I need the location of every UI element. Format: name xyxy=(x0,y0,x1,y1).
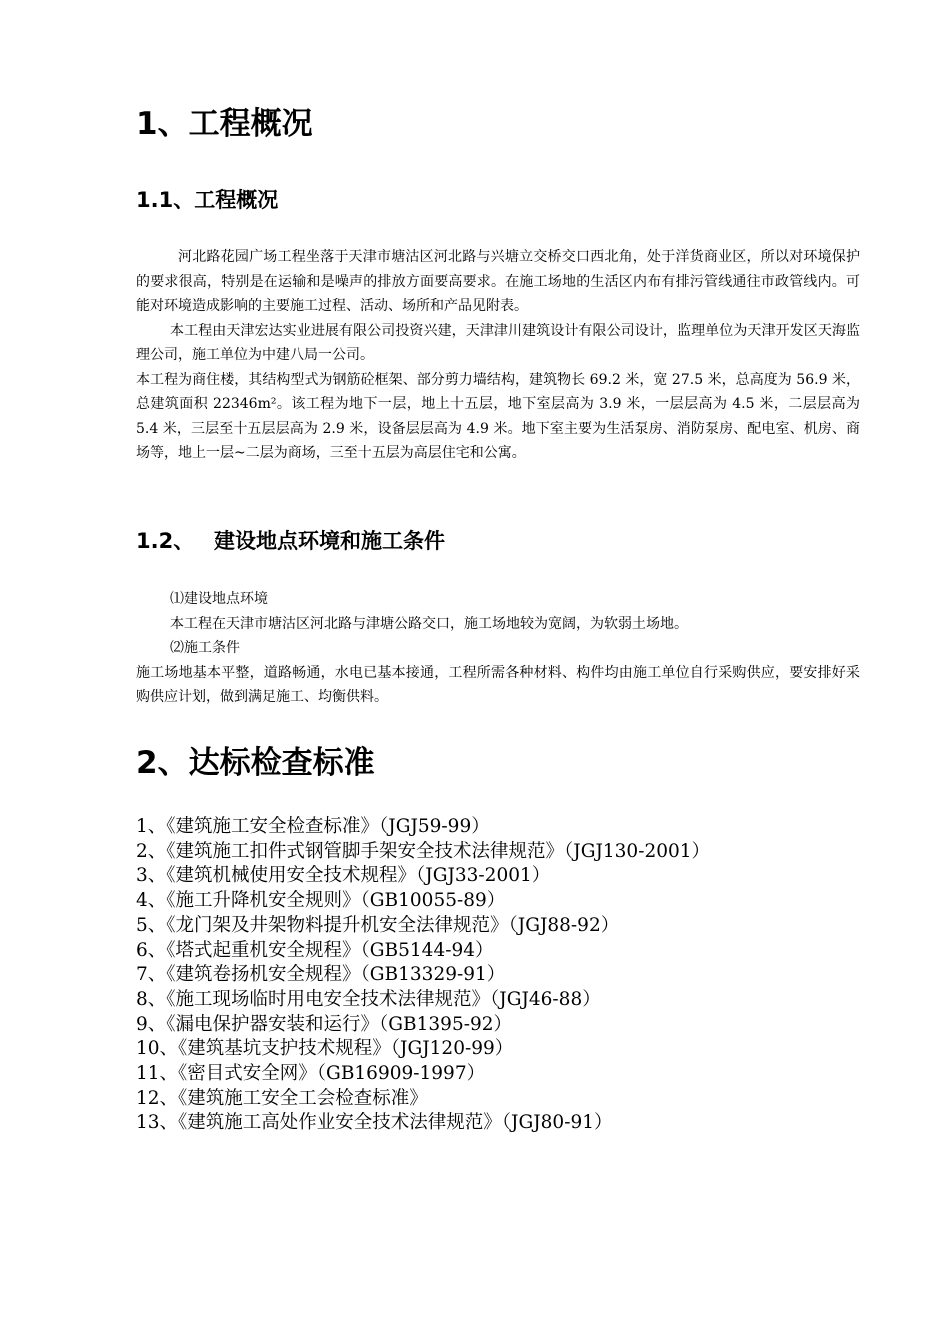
standard-item: 11、《密目式安全网》（GB16909-1997） xyxy=(136,1063,486,1085)
conditions-text: 施工场地基本平整，道路畅通，水电已基本接通，工程所需各种材料、构件均由施工单位自行采购供应，要安排好采购供应计划，做到满足施工、均衡供料。 xyxy=(136,664,860,705)
paragraph: 河北路花园广场工程坐落于天津市塘沽区河北路与兴塘立交桥交口西北角，处于洋货商业区，所以对环境保护的要求很高，特别是在运输和是噪声的排放方面要高要求。在施工场地的生活区内布有排污管线通往市政管线内。可能对环境造成影响的主要施工过程、活动、场所和产品见附表。 xyxy=(136,249,860,314)
section-1-heading: 1、工程概况 xyxy=(136,106,313,142)
subsection-1-2-title: 建设地点环境和施工条件 xyxy=(214,529,445,553)
standard-item: 13、《建筑施工高处作业安全技术法律规范》（JGJ80-91） xyxy=(136,1112,613,1134)
standard-item: 3、《建筑机械使用安全技术规程》（JGJ33-2001） xyxy=(136,865,551,887)
subsection-1-1-number: 1.1、 xyxy=(136,188,195,212)
standard-item: 9、《漏电保护器安装和运行》（GB1395-92） xyxy=(136,1013,513,1035)
subsection-1-1-heading xyxy=(136,187,278,213)
standard-item: 12、《建筑施工安全工会检查标准》 xyxy=(136,1087,428,1109)
section-2-heading: 2、达标检查标准 xyxy=(136,745,375,781)
standard-item: 4、《施工升降机安全规则》（GB10055-89） xyxy=(136,890,506,912)
subsection-1-2-number: 1.2、 xyxy=(136,529,195,553)
standard-item: 6、《塔式起重机安全规程》（GB5144-94） xyxy=(136,939,494,961)
standard-item: 7、《建筑卷扬机安全规程》（GB13329-91） xyxy=(136,964,506,986)
subsection-1-1-title: 工程概况 xyxy=(194,188,279,212)
standards-list xyxy=(136,815,710,1136)
subsection-1-1-body xyxy=(136,245,860,466)
subsection-1-2-heading xyxy=(136,528,445,554)
standard-item: 10、《建筑基坑支护技术规程》（JGJ120-99） xyxy=(136,1038,514,1060)
conditions-label: ⑵施工条件 xyxy=(170,640,240,656)
standard-item: 2、《建筑施工扣件式钢管脚手架安全技术法律规范》（JGJ130-2001） xyxy=(136,840,711,862)
environment-text: 本工程在天津市塘沽区河北路与津塘公路交口，施工场地较为宽阔，为软弱土场地。 xyxy=(170,615,688,632)
standard-item: 5、《龙门架及井架物料提升机安全法律规范》（JGJ88-92） xyxy=(136,914,620,936)
paragraph: 本工程为商住楼，其结构型式为钢筋砼框架、部分剪力墙结构，建筑物长 69.2 米，宽 27.5 米，总高度为 56.9 米，总建筑面积 22346m²。该工程为地下一层，地上十五层，地下室层高为 3.9 米，一层层高为 4.5 米，二层层高为 5.4 米，三层至十五层层高为 2.9 米，设备层层高为 4.9 米。地下室主要为生活泵房、消防泵房、配电室、机房、商场等，地上一层~二层为商场，三至十五层为高层住宅和公寓。 xyxy=(136,371,860,461)
standard-item: 1、《建筑施工安全检查标准》（JGJ59-99） xyxy=(136,816,490,837)
standard-item: 8、《施工现场临时用电安全技术法律规范》（JGJ46-88） xyxy=(136,988,601,1010)
subsection-1-2-body xyxy=(136,587,860,710)
paragraph: 本工程由天津宏达实业进展有限公司投资兴建，天津津川建筑设计有限公司设计，监理单位为天津开发区天海监理公司，施工单位为中建八局一公司。 xyxy=(136,322,860,363)
environment-label: ⑴建设地点环境 xyxy=(170,591,268,607)
